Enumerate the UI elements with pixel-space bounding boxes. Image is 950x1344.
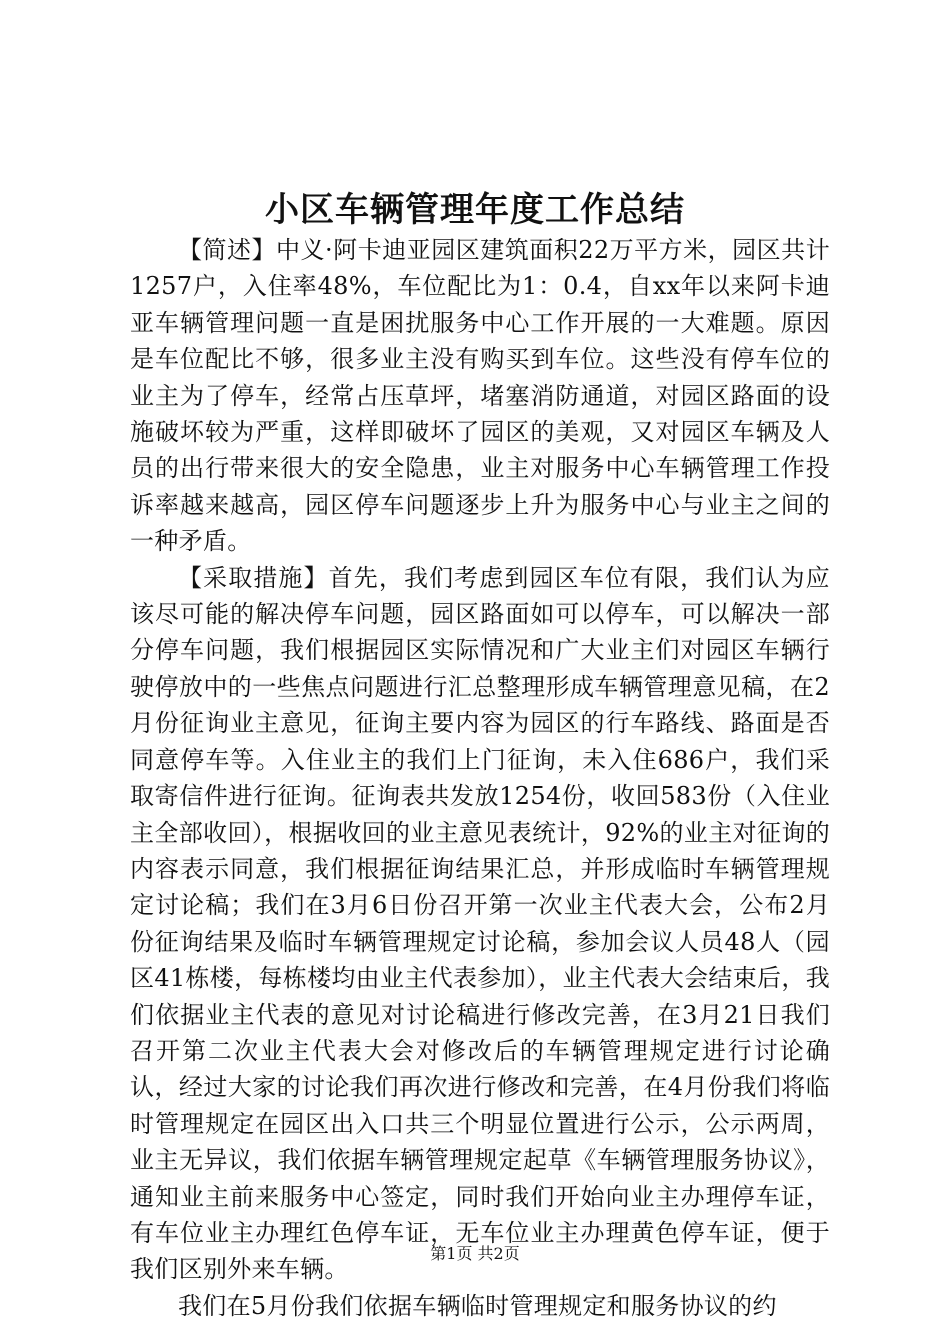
document-body (130, 232, 830, 1324)
paragraph-summary: 【简述】中义·阿卡迪亚园区建筑面积22万平方米，园区共计1257户，入住率48%，车位配比为1：0.4，自xx年以来阿卡迪亚车辆管理问题一直是困扰服务中心工作开展的一大难题。原因是车位配比不够，很多业主没有购买到车位。这些没有停车位的业主为了停车，经常占压草坪，堵塞消防通道，对园区路面的设施破坏较为严重，这样即破坏了园区的美观，又对园区车辆及人员的出行带来很大的安全隐患，业主对服务中心车辆管理工作投诉率越来越高，园区停车问题逐步上升为服务中心与业主之间的一种矛盾。 (130, 236, 830, 556)
paragraph-measures: 【采取措施】首先，我们考虑到园区车位有限，我们认为应该尽可能的解决停车问题，园区路面如可以停车，可以解决一部分停车问题，我们根据园区实际情况和广大业主们对园区车辆行驶停放中的一些焦点问题进行汇总整理形成车辆管理意见稿，在2月份征询业主意见，征询主要内容为园区的行车路线、路面是否同意停车等。入住业主的我们上门征询，未入住686户，我们采取寄信件进行征询。征询表共发放1254份，收回583份（入住业主全部收回），根据收回的业主意见表统计，92%的业主对征询的内容表示同意，我们根据征询结果汇总，并形成临时车辆管理规定讨论稿；我们在3月6日份召开第一次业主代表大会，公布2月份征询结果及临时车辆管理规定讨论稿，参加会议人员48人（园区41栋楼，每栋楼均由业主代表参加），业主代表大会结束后，我们依据业主代表的意见对讨论稿进行修改完善，在3月21日我们召开第二次业主代表大会对修改后的车辆管理规定进行讨论确认，经过大家的讨论我们再次进行修改和完善，在4月份我们将临时管理规定在园区出入口共三个明显位置进行公示，公示两周，业主无异议，我们依据车辆管理规定起草《车辆管理服务协议》，通知业主前来服务中心签定，同时我们开始向业主办理停车证，有车位业主办理红色停车证，无车位业主办理黄色停车证，便于我们区别外来车辆。 (130, 563, 830, 1284)
document-title: 小区车辆管理年度工作总结 (265, 190, 685, 230)
page-footer: 第1页 共2页 (430, 1244, 520, 1263)
paragraph-continuation: 我们在5月份我们依据车辆临时管理规定和服务协议的约 (178, 1291, 777, 1320)
